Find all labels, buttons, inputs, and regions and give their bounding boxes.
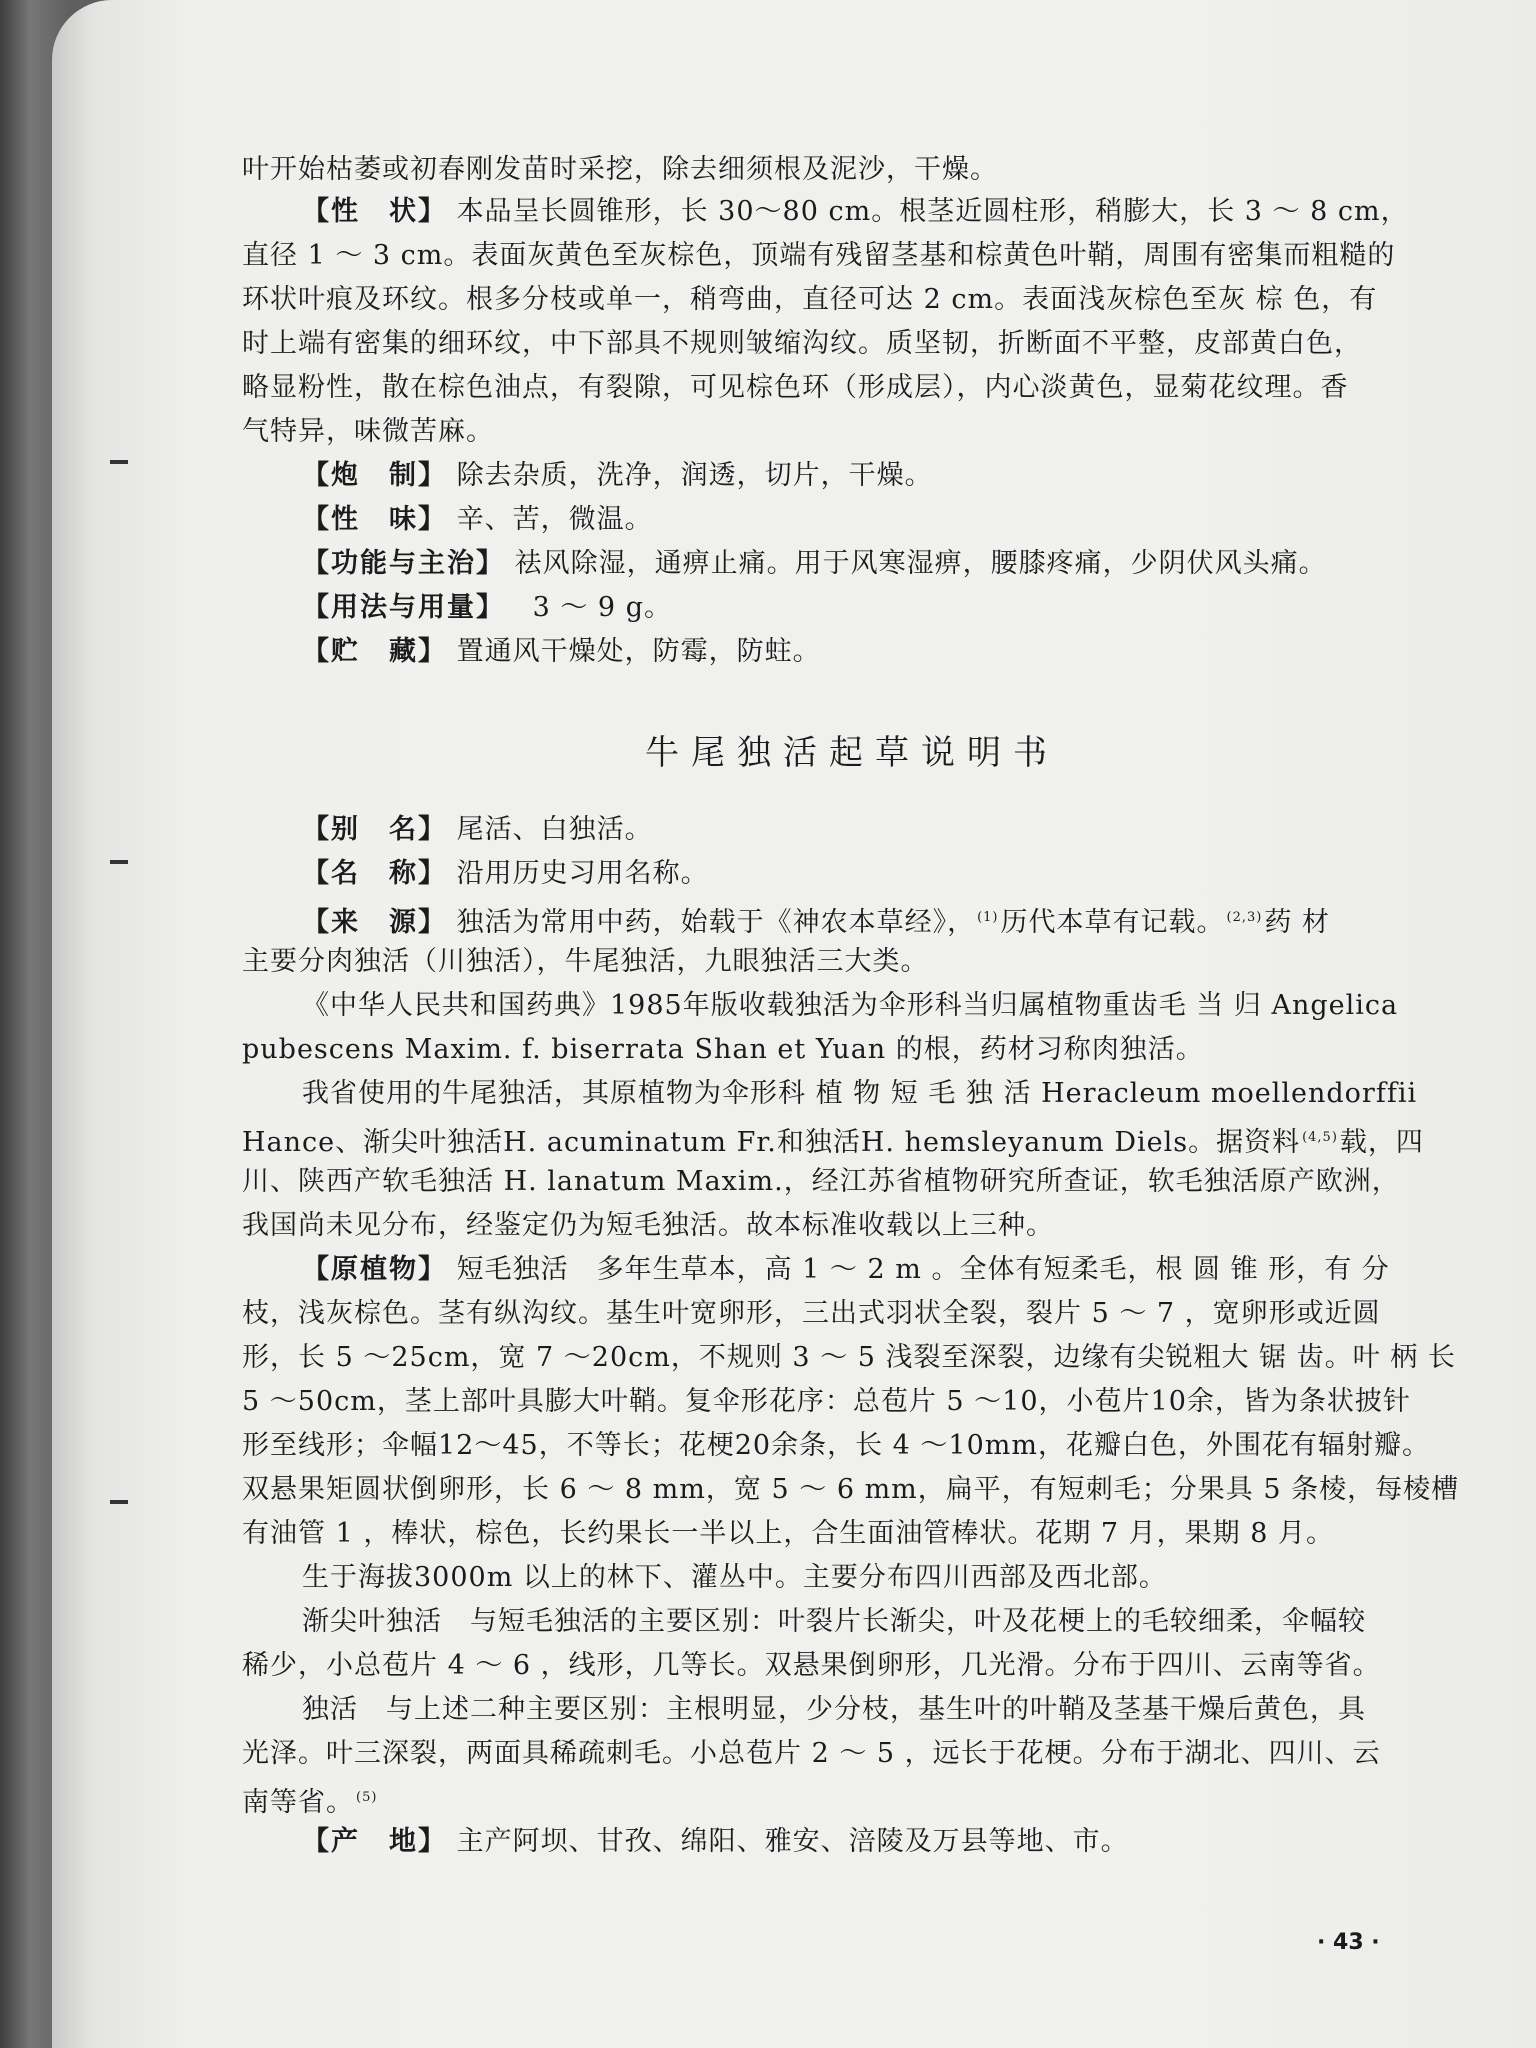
text-line: 我省使用的牛尾独活，其原植物为伞形科 植 物 短 毛 独 活 Heracleum moellendorffii: [302, 1078, 1418, 1109]
section-label: 【性 味】: [302, 504, 447, 535]
mingcheng-line: [302, 854, 709, 894]
text-line: 枝，浅灰棕色。茎有纵沟纹。基生叶宽卵形，三出式羽状全裂，裂片 5 ～ 7 ，宽卵形或近圆: [242, 1298, 1381, 1329]
zhucang-line: [302, 632, 821, 672]
chandi-text: 主产阿坝、甘孜、绵阳、雅安、涪陵及万县等地、市。: [456, 1826, 1129, 1857]
xingwei-line: [302, 500, 653, 540]
section-label: 【用法与用量】: [302, 592, 505, 623]
reference-mark: (1): [977, 910, 999, 925]
text-line: 主要分肉独活（川独活），牛尾独活，九眼独活三大类。: [242, 946, 929, 977]
mingcheng-text: 沿用历史习用名称。: [456, 858, 709, 889]
section-label: 【产 地】: [302, 1826, 447, 1857]
laiyuan-text: 历代本草有记载。: [1000, 907, 1225, 938]
bieming-text: 尾活、白独活。: [456, 814, 653, 845]
yongfa-text: 3 ～ 9 g。: [532, 592, 672, 623]
text-line: 光泽。叶三深裂，两面具稀疏刺毛。小总苞片 2 ～ 5 ，远长于花梗。分布于湖北、四川、云: [242, 1738, 1381, 1769]
book-page: [52, 0, 1536, 2048]
text-line: 渐尖叶独活 与短毛独活的主要区别：叶裂片长渐尖，叶及花梗上的毛较细柔，伞幅较: [302, 1606, 1366, 1637]
section-label: 【名 称】: [302, 858, 447, 889]
text-line: 时上端有密集的细环纹，中下部具不规则皱缩沟纹。质坚韧，折断面不平整，皮部黄白色，: [242, 328, 1362, 359]
text-line: 有油管 1 ，棒状，棕色，长约果长一半以上，合生面油管棒状。花期 7 月，果期 8 月。: [242, 1518, 1335, 1549]
text-line: 稀少，小总苞片 4 ～ 6 ，线形，几等长。双悬果倒卵形，几光滑。分布于四川、云南等省。: [242, 1650, 1381, 1681]
chandi-line: [302, 1822, 1129, 1862]
section-label: 【贮 藏】: [302, 636, 447, 667]
text-line: 双悬果矩圆状倒卵形，长 6 ～ 8 mm，宽 5 ～ 6 mm，扁平，有短刺毛；分果具 5 条棱，每棱槽: [242, 1474, 1460, 1505]
section-label: 【来 源】: [302, 907, 447, 938]
binding-mark: [110, 1500, 128, 1504]
section-label: 【功能与主治】: [302, 548, 505, 579]
paozhi-text: 除去杂质，洗净，润透，切片，干燥。: [456, 460, 933, 491]
text-line: 《中华人民共和国药典》1985年版收载独活为伞形科当归属植物重齿毛 当 归 Angelica: [302, 990, 1399, 1021]
zhucang-text: 置通风干燥处，防霉，防蛀。: [456, 636, 821, 667]
text-line: 略显粉性，散在棕色油点，有裂隙，可见棕色环（形成层），内心淡黄色，显菊花纹理。香: [242, 372, 1349, 403]
paozhi-line: [302, 456, 933, 496]
laiyuan-text: 药 材: [1264, 907, 1330, 938]
xingzhuang-text: 本品呈长圆锥形，长 30～80 cm。根茎近圆柱形，稍膨大，长 3 ～ 8 cm，: [456, 196, 1409, 227]
xingwei-text: 辛、苦，微温。: [456, 504, 653, 535]
reference-mark: (2,3): [1226, 910, 1263, 925]
text-span: 载，四: [1339, 1127, 1424, 1158]
xingzhuang-line: [242, 192, 1409, 232]
reference-mark: (5): [356, 1790, 378, 1805]
text-line: 形，长 5 ～25cm，宽 7 ～20cm，不规则 3 ～ 5 浅裂至深裂，边缘有尖锐粗大 锯 齿。叶 柄 长: [242, 1342, 1456, 1373]
text-line: 形至线形；伞幅12～45，不等长；花梗20余条，长 4 ～10mm，花瓣白色，外围花有辐射瓣。: [242, 1430, 1430, 1461]
text-line: 川、陕西产软毛独活 H. lanatum Maxim.，经江苏省植物研究所查证，软毛独活原产欧洲，: [242, 1166, 1400, 1197]
text-span: 南等省。: [242, 1787, 354, 1818]
yuanzhiwu-text: 短毛独活 多年生草本，高 1 ～ 2 m 。全体有短柔毛，根 圆 锥 形，有 分: [456, 1254, 1390, 1285]
text-line: pubescens Maxim. f. biserrata Shan et Yuan 的根，药材习称肉独活。: [242, 1034, 1204, 1065]
text-line: 叶开始枯萎或初春刚发苗时采挖，除去细须根及泥沙，干燥。: [242, 154, 998, 185]
text-line: [242, 1118, 1424, 1163]
section-label: 【炮 制】: [302, 460, 447, 491]
text-line: 气特异，味微苦麻。: [242, 416, 494, 447]
laiyuan-text: 独活为常用中药，始载于《神农本草经》，: [456, 907, 976, 938]
text-line: 独活 与上述二种主要区别：主根明显，少分枝，基生叶的叶鞘及茎基干燥后黄色，具: [302, 1694, 1366, 1725]
reference-mark: (4,5): [1302, 1130, 1338, 1145]
text-line: 生于海拔3000m 以上的林下、灌丛中。主要分布四川西部及西北部。: [302, 1562, 1167, 1593]
section-label: 【原植物】: [302, 1254, 447, 1285]
text-line: 直径 1 ～ 3 cm。表面灰黄色至灰棕色，顶端有残留茎基和棕黄色叶鞘，周围有密集而粗糙的: [242, 240, 1396, 271]
laiyuan-line: [302, 898, 1330, 943]
section-label: 【性 状】: [302, 196, 447, 227]
text-line: 5 ～50cm，茎上部叶具膨大叶鞘。复伞形花序：总苞片 5 ～10，小苞片10余，皆为条状披针: [242, 1386, 1411, 1417]
text-span: Hance、渐尖叶独活H. acuminatum Fr.和独活H. hemsleyanum Diels。据资料: [242, 1127, 1301, 1158]
bieming-line: [302, 810, 653, 850]
binding-mark: [110, 860, 128, 864]
text-line: 我国尚未见分布，经鉴定仍为短毛独活。故本标准收载以上三种。: [242, 1210, 1054, 1241]
gongneng-text: 祛风除湿，通痹止痛。用于风寒湿痹，腰膝疼痛，少阴伏风头痛。: [514, 548, 1327, 579]
section-label: 【别 名】: [302, 814, 447, 845]
text-line: 环状叶痕及环纹。根多分枝或单一，稍弯曲，直径可达 2 cm。表面浅灰棕色至灰 棕 色，有: [242, 284, 1378, 315]
page-title: 牛尾独活起草说明书: [645, 733, 1059, 773]
yuanzhiwu-line: [302, 1250, 1390, 1290]
text-line: [242, 1778, 379, 1823]
page-number: · 43 ·: [1317, 1930, 1380, 1955]
gongneng-line: [302, 544, 1327, 584]
yongfa-line: [302, 588, 672, 628]
binding-mark: [110, 460, 128, 464]
